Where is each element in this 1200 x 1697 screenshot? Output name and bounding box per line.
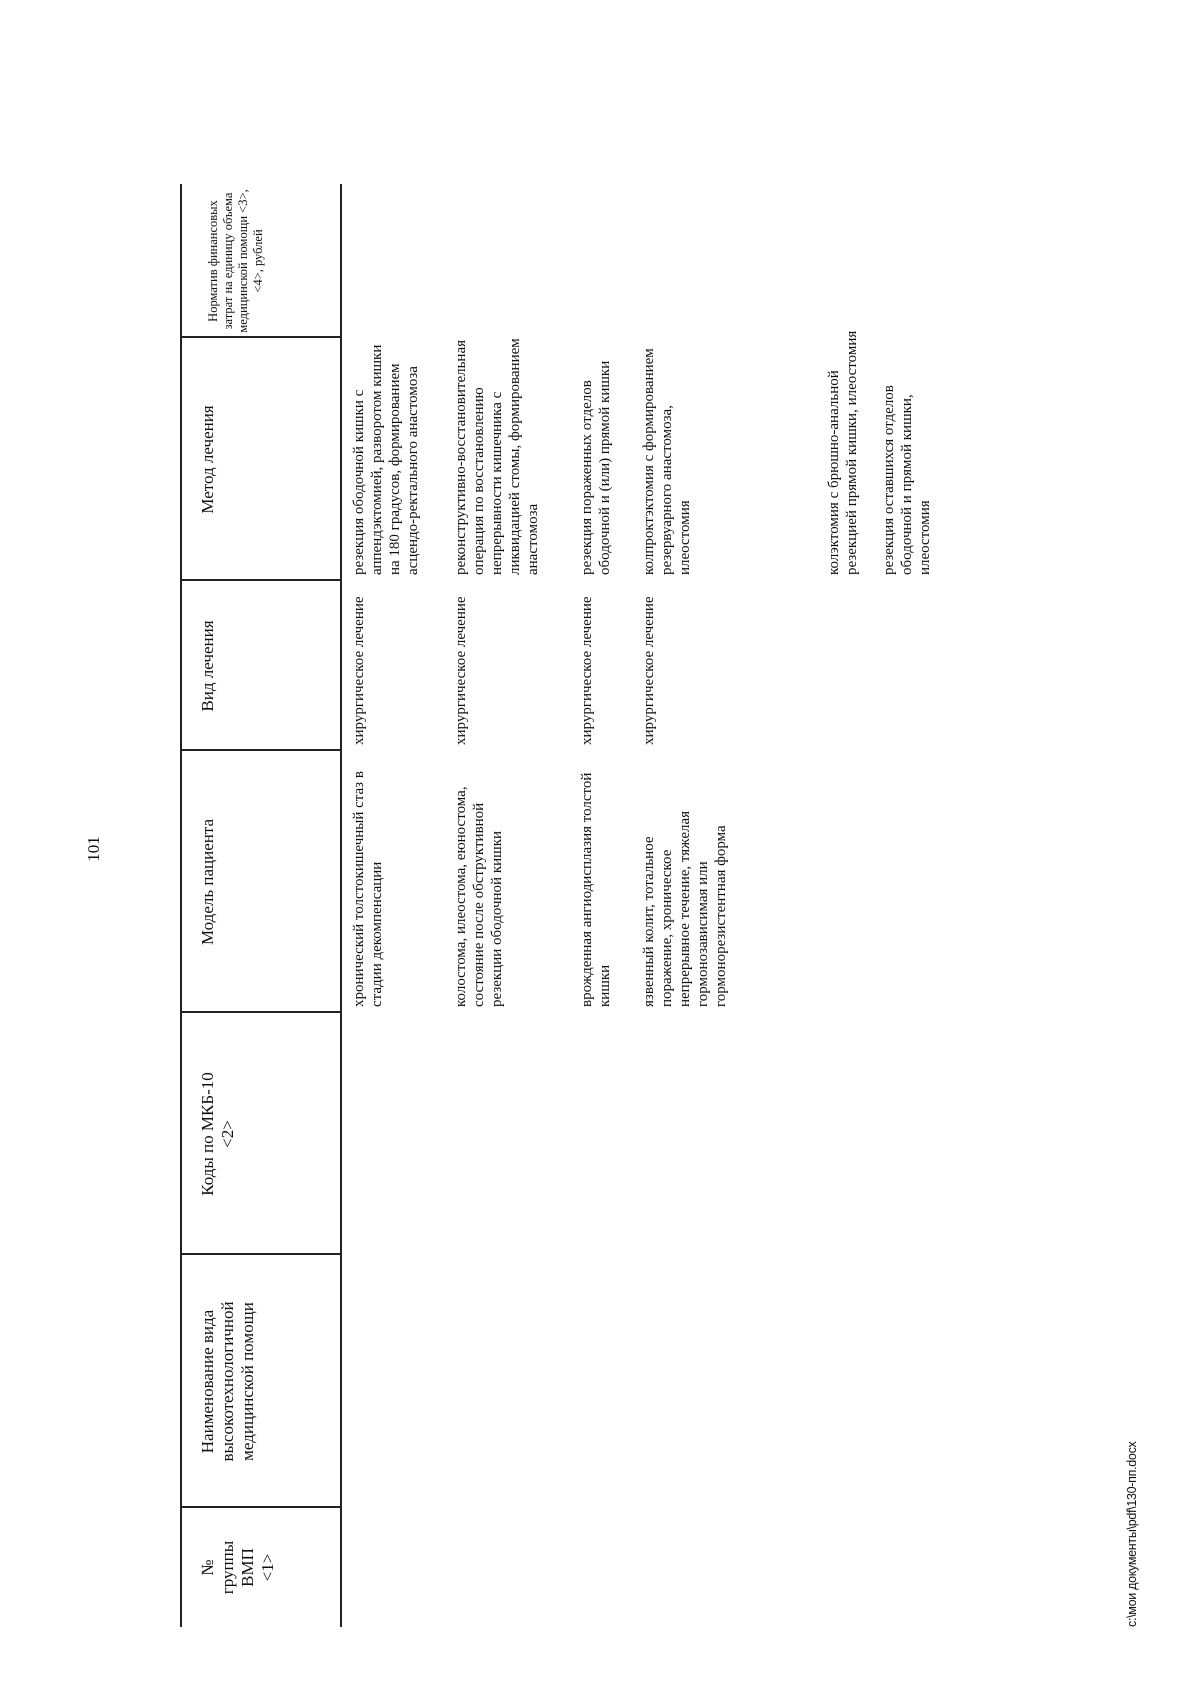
header-icd-codes: Коды по МКБ-10 <2>	[198, 1072, 237, 1196]
header-cost-norm: Норматив финансовых затрат на единицу объема медицинской помощи <3>, <4>, рублей	[206, 189, 265, 333]
row-4-patient-model: язвенный колит, тотальное поражение, хроническое непрерывное течение, тяжелая гормонозависимая или гормонорезистентная форма	[641, 810, 729, 1007]
row-2-patient-model: колостома, илеостома, еюностома, состояние после обструктивной резекции ободочной кишки	[453, 786, 505, 1007]
row-4-treatment-type: хирургическое лечение	[641, 596, 657, 745]
header-treatment-method: Метод лечения	[198, 405, 217, 514]
header-treatment-type: Вид лечения	[198, 620, 217, 712]
header-group-no: № группы ВМП <1>	[198, 1540, 277, 1595]
row-4-method-3: резекция оставшихся отделов ободочной и прямой кишки, илеостомия	[881, 385, 933, 575]
page-number: 101	[84, 836, 103, 862]
row-3-patient-model: врожденная ангиодисплазия толстой кишки	[579, 772, 613, 1007]
footer-file-path: c:\мои документы\pdf\130-пп.docx	[1125, 1441, 1139, 1627]
header-name: Наименование вида высокотехнологичной медицинской помощи	[198, 1301, 257, 1462]
row-4-method-2: колэктомия с брюшно-анальной резекцией прямой кишки, илеостомия	[826, 330, 860, 575]
row-4-method-1: колпроктэктомия с формированием резервуарного анастомоза, илеостомия	[641, 348, 693, 575]
row-3-method-1: резекция пораженных отделов ободочной и (или) прямой кишки	[579, 360, 613, 575]
row-3-treatment-type: хирургическое лечение	[579, 596, 595, 745]
row-1-method-1: резекция ободочной кишки с аппендэктомией, разворотом кишки на 180 градусов, формированием асцендо-ректального анастомоза	[351, 344, 421, 575]
row-1-treatment-type: хирургическое лечение	[351, 596, 367, 745]
header-patient-model: Модель пациента	[198, 818, 217, 946]
row-2-method-1: реконструктивно-восстановительная операция по восстановлению непрерывности кишечника с ликвидацией стомы, формированием анастомоза	[453, 338, 541, 575]
row-2-treatment-type: хирургическое лечение	[453, 596, 469, 745]
table-header-bottom-border	[340, 184, 342, 1627]
row-1-patient-model: хронический толстокишечный стаз в стадии декомпенсации	[351, 771, 385, 1007]
